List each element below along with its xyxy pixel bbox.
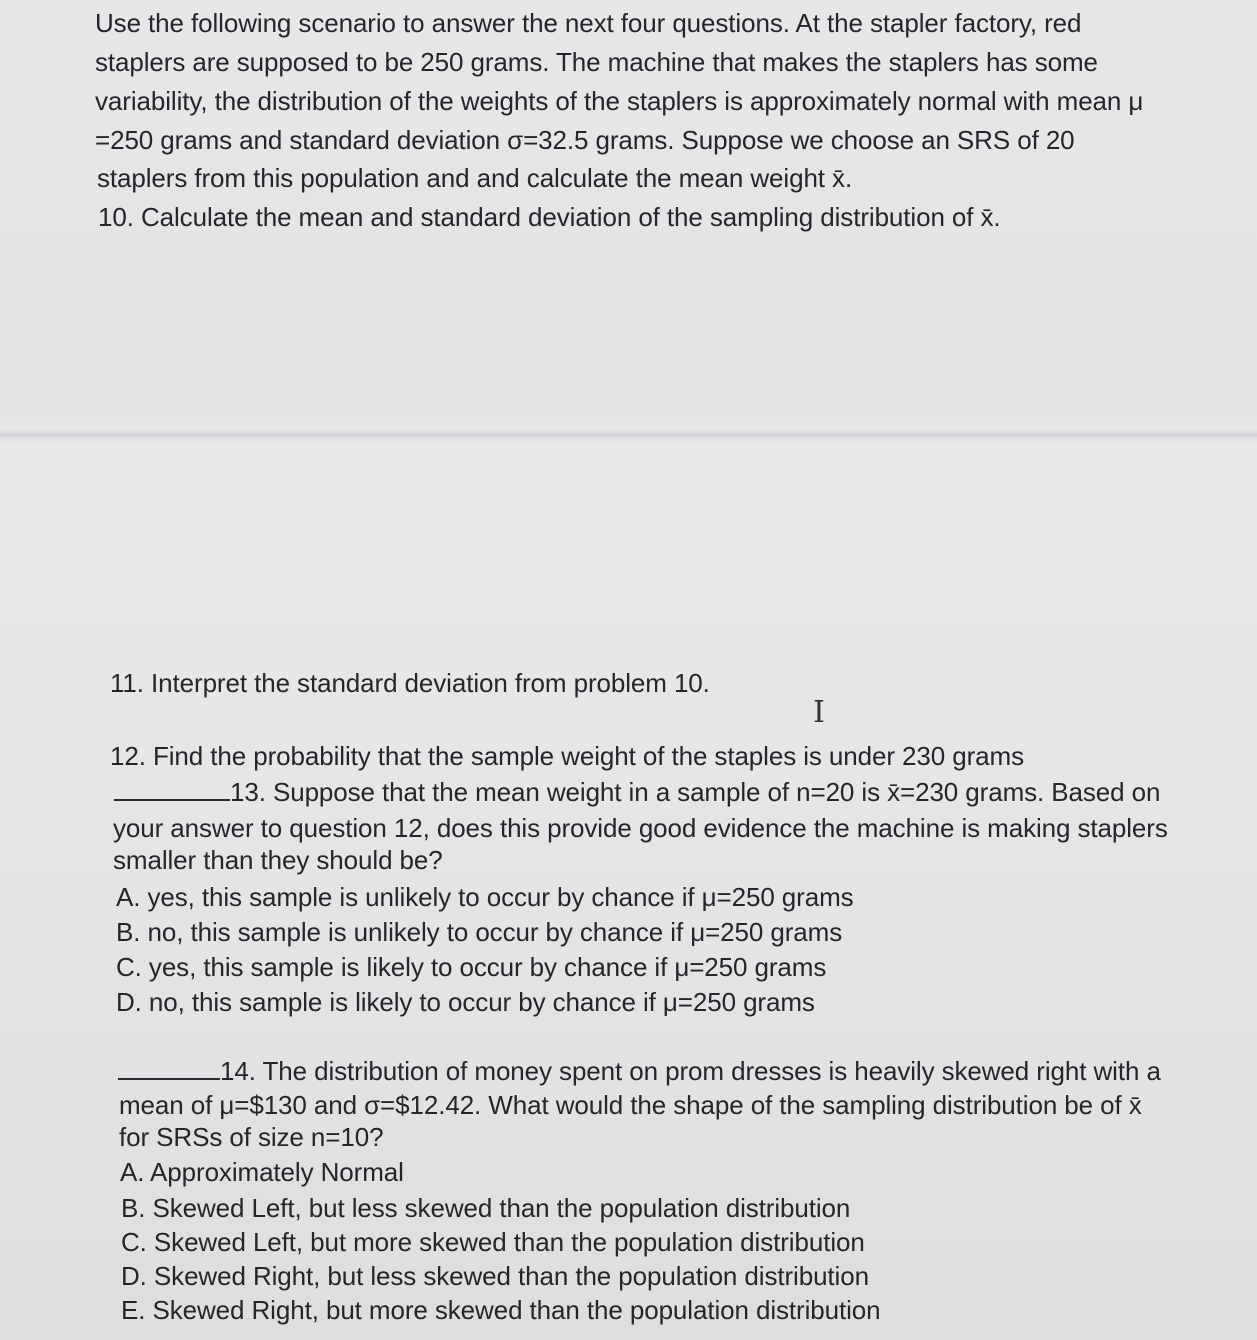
q13-option-d: D. no, this sample is likely to occur by chance if μ=250 grams — [116, 987, 815, 1017]
q14-option-c: C. Skewed Left, but more skewed than the population distribution — [121, 1227, 865, 1257]
q13-option-c: C. yes, this sample is likely to occur by chance if μ=250 grams — [116, 952, 827, 982]
q14-option-e: E. Skewed Right, but more skewed than the population distribution — [121, 1295, 881, 1325]
question-13-line-2: your answer to question 12, does this provide good evidence the machine is making staplers — [113, 813, 1168, 843]
scenario-line-5: staplers from this population and and calculate the mean weight x̄. — [97, 163, 853, 193]
question-11: 11. Interpret the standard deviation from problem 10. — [110, 668, 710, 698]
question-12: 12. Find the probability that the sample weight of the staples is under 230 grams — [110, 741, 1024, 771]
q14-option-a: A. Approximately Normal — [120, 1157, 404, 1187]
question-13-line-3: smaller than they should be? — [113, 845, 443, 875]
q13-option-b: B. no, this sample is unlikely to occur by chance if μ=250 grams — [116, 917, 843, 947]
q14-option-b: B. Skewed Left, but less skewed than the population distribution — [121, 1193, 851, 1223]
q13-option-a: A. yes, this sample is unlikely to occur by chance if μ=250 grams — [116, 882, 854, 912]
answer-blank-14[interactable] — [118, 1056, 220, 1080]
question-14-line-1 — [118, 1056, 1161, 1086]
question-13-line-1 — [114, 777, 1160, 807]
scenario-line-1: Use the following scenario to answer the next four questions. At the stapler factory, red — [95, 8, 1082, 38]
scenario-line-3: variability, the distribution of the weights of the staplers is approximately normal with mean μ — [95, 86, 1144, 116]
scenario-line-4: =250 grams and standard deviation σ=32.5 grams. Suppose we choose an SRS of 20 — [95, 125, 1075, 155]
question-14-line-3: for SRSs of size n=10? — [119, 1122, 384, 1152]
question-10: 10. Calculate the mean and standard deviation of the sampling distribution of x̄. — [98, 202, 1001, 232]
question-14-text: 14. The distribution of money spent on prom dresses is heavily skewed right with a — [220, 1056, 1161, 1086]
page-fold-shadow — [0, 430, 1257, 442]
answer-blank-13[interactable] — [114, 777, 230, 801]
question-13-text: 13. Suppose that the mean weight in a sample of n=20 is x̄=230 grams. Based on — [230, 777, 1161, 807]
question-14-line-2: mean of μ=$130 and σ=$12.42. What would the shape of the sampling distribution be of x̄ — [119, 1090, 1142, 1120]
text-cursor-icon: I — [813, 695, 825, 730]
q14-option-d: D. Skewed Right, but less skewed than the population distribution — [121, 1261, 869, 1291]
scenario-line-2: staplers are supposed to be 250 grams. The machine that makes the staplers has some — [95, 47, 1098, 77]
